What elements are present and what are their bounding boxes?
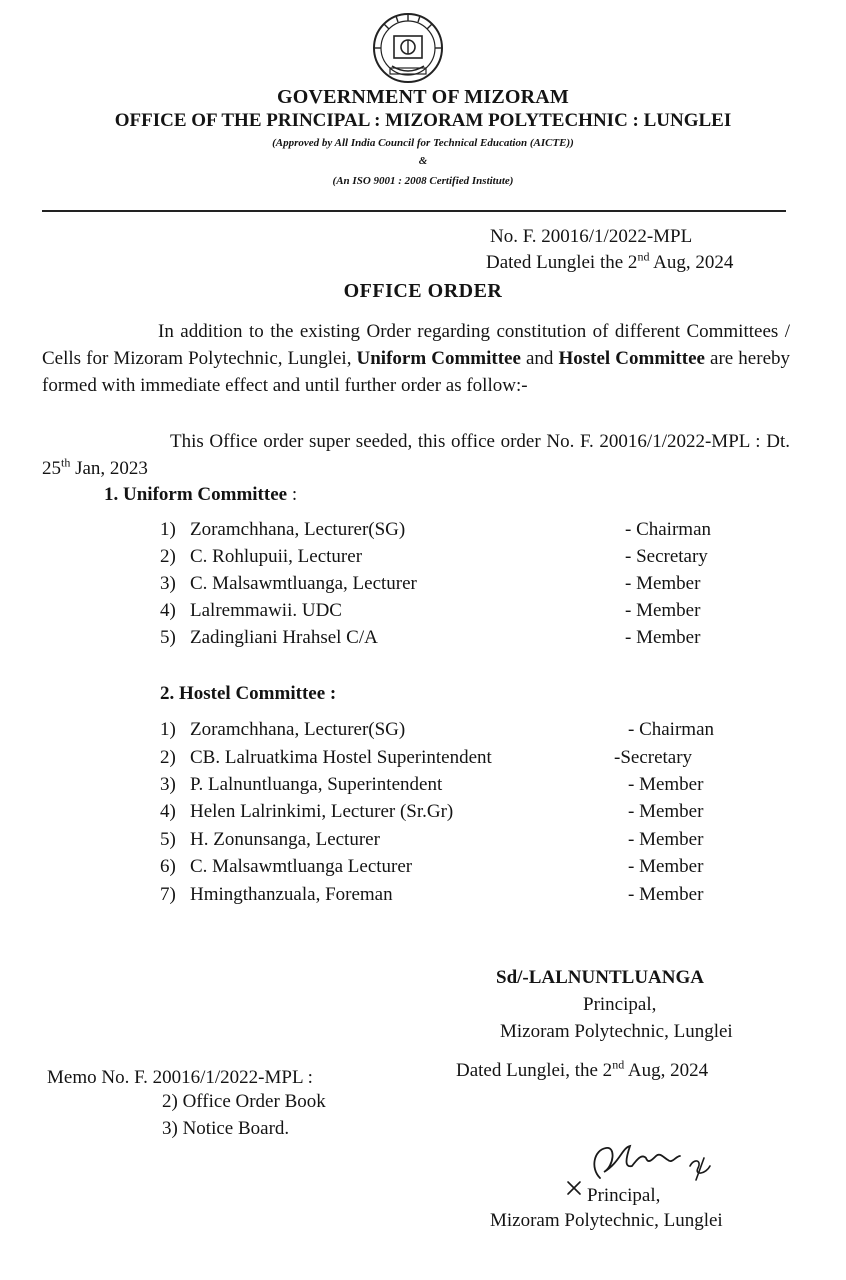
hostel-role-1: - Chairman bbox=[628, 719, 715, 740]
hostel-num-6: 6) bbox=[160, 856, 176, 877]
memo-number: Memo No. F. 20016/1/2022-MPL : bbox=[47, 1067, 313, 1088]
hostel-role-7: - Member bbox=[628, 884, 704, 905]
header-office: OFFICE OF THE PRINCIPAL : MIZORAM POLYTECHNIC : LUNGLEI bbox=[114, 110, 732, 131]
uniform-num-4: 4) bbox=[160, 600, 176, 621]
uniform-num-5: 5) bbox=[160, 627, 176, 648]
hostel-num-1: 1) bbox=[160, 719, 176, 740]
signatory-designation: Principal, bbox=[583, 994, 657, 1015]
uniform-name-5: Zadingliani Hrahsel C/A bbox=[190, 627, 378, 648]
uniform-role-3: - Member bbox=[625, 573, 701, 594]
hostel-num-3: 3) bbox=[160, 774, 176, 795]
uniform-role-2: - Secretary bbox=[625, 546, 708, 567]
memo-copy-2: 2) Office Order Book bbox=[162, 1091, 326, 1112]
hostel-name-3: P. Lalnuntluanga, Superintendent bbox=[190, 774, 443, 795]
hostel-num-4: 4) bbox=[160, 801, 176, 822]
uniform-num-3: 3) bbox=[160, 573, 176, 594]
order-date: Dated Lunglei the 2nd Aug, 2024 bbox=[486, 249, 734, 273]
hostel-name-4: Helen Lalrinkimi, Lecturer (Sr.Gr) bbox=[190, 801, 454, 822]
hostel-role-6: - Member bbox=[628, 856, 704, 877]
header-ampersand: & bbox=[418, 155, 428, 167]
uniform-name-3: C. Malsawmtluanga, Lecturer bbox=[190, 573, 417, 594]
government-seal-logo bbox=[370, 10, 446, 86]
hostel-name-1: Zoramchhana, Lecturer(SG) bbox=[190, 719, 406, 740]
signatory-name: Sd/-LALNUNTLUANGA bbox=[496, 967, 704, 988]
signatory-institute: Mizoram Polytechnic, Lunglei bbox=[500, 1021, 733, 1042]
header-approval: (Approved by All India Council for Technical Education (AICTE)) bbox=[272, 137, 574, 149]
hostel-name-6: C. Malsawmtluanga Lecturer bbox=[190, 856, 413, 877]
memo-date: Dated Lunglei, the 2nd Aug, 2024 bbox=[456, 1057, 709, 1081]
bottom-signatory-institute: Mizoram Polytechnic, Lunglei bbox=[490, 1210, 723, 1231]
header-iso: (An ISO 9001 : 2008 Certified Institute) bbox=[332, 175, 514, 187]
header-divider bbox=[42, 210, 786, 212]
uniform-role-5: - Member bbox=[625, 627, 701, 648]
hostel-role-3: - Member bbox=[628, 774, 704, 795]
document-title: OFFICE ORDER bbox=[343, 280, 503, 302]
hostel-name-5: H. Zonunsanga, Lecturer bbox=[190, 829, 380, 850]
hostel-role-2: -Secretary bbox=[614, 747, 693, 768]
uniform-name-1: Zoramchhana, Lecturer(SG) bbox=[190, 519, 406, 540]
uniform-num-2: 2) bbox=[160, 546, 176, 567]
uniform-role-4: - Member bbox=[625, 600, 701, 621]
uniform-name-4: Lalremmawii. UDC bbox=[190, 600, 342, 621]
order-number: No. F. 20016/1/2022-MPL bbox=[490, 226, 693, 247]
paragraph-intro: In addition to the existing Order regarding constitution of different Committees / Cells for Mizoram Polytechnic, Lunglei, Uniform Committee and Hostel Committee are hereby formed with immediate effect and until further order as follow:- bbox=[42, 321, 790, 396]
memo-copy-3: 3) Notice Board. bbox=[162, 1118, 290, 1139]
hostel-role-5: - Member bbox=[628, 829, 704, 850]
uniform-num-1: 1) bbox=[160, 519, 176, 540]
uniform-name-2: C. Rohlupuii, Lecturer bbox=[190, 546, 363, 567]
hostel-name-2: CB. Lalruatkima Hostel Superintendent bbox=[190, 747, 492, 768]
bottom-signatory-designation: Principal, bbox=[587, 1185, 661, 1206]
header-government: GOVERNMENT OF MIZORAM bbox=[277, 86, 569, 108]
hostel-name-7: Hmingthanzuala, Foreman bbox=[190, 884, 393, 905]
hostel-num-5: 5) bbox=[160, 829, 176, 850]
uniform-role-1: - Chairman bbox=[625, 519, 712, 540]
uniform-committee-heading: 1. Uniform Committee : bbox=[104, 484, 298, 505]
hostel-num-2: 2) bbox=[160, 747, 176, 768]
paragraph-supersede: This Office order super seeded, this office order No. F. 20016/1/2022-MPL : Dt. 25th Jan, 2023 bbox=[42, 431, 790, 479]
hostel-committee-heading: 2. Hostel Committee : bbox=[160, 683, 337, 704]
hostel-role-4: - Member bbox=[628, 801, 704, 822]
hostel-num-7: 7) bbox=[160, 884, 176, 905]
